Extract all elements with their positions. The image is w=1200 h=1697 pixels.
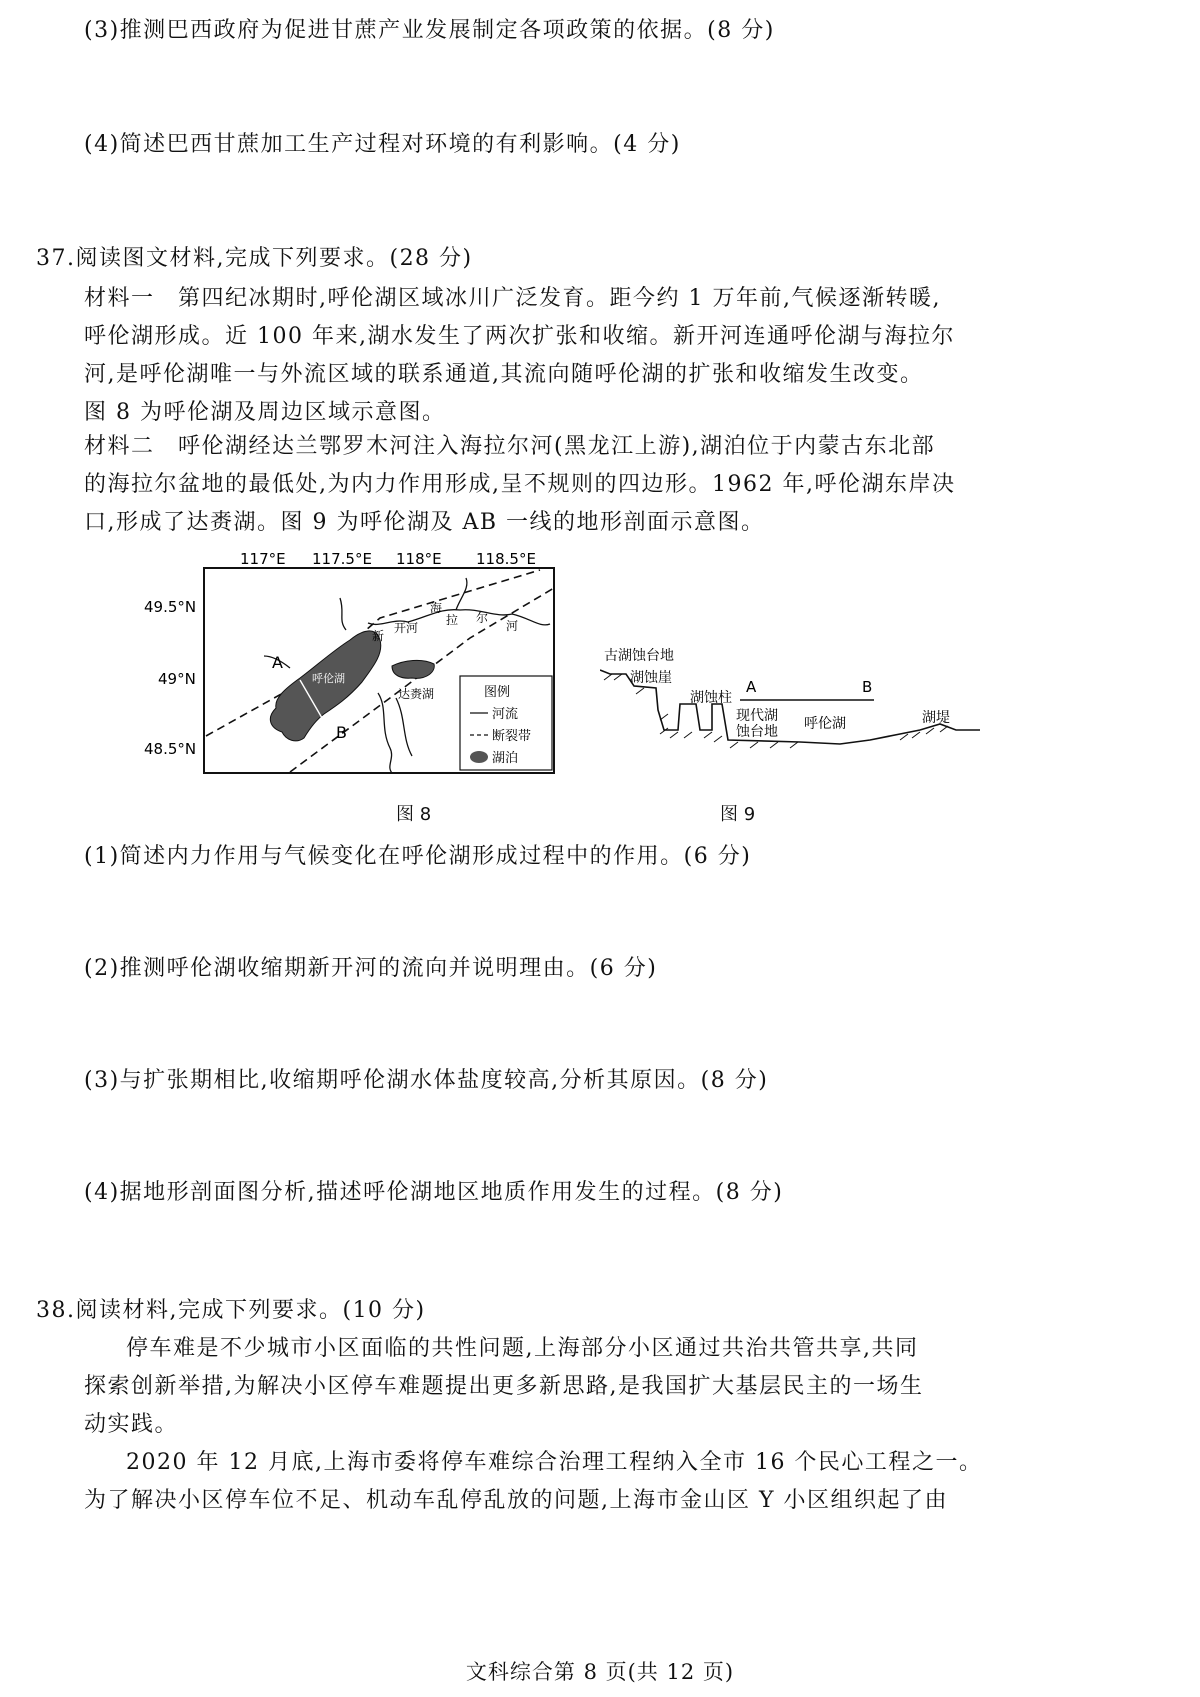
q37-3: (3)与扩张期相比,收缩期呼伦湖水体盐度较高,分析其原因。(8 分) <box>84 1068 769 1093</box>
q38-p1-line3: 动实践。 <box>84 1412 179 1437</box>
river-xinkai-label: 开河 <box>394 621 419 635</box>
profile-label-modern-terrace: 现代湖 <box>736 708 778 724</box>
q37-4: (4)据地形剖面图分析,描述呼伦湖地区地质作用发生的过程。(8 分) <box>84 1180 784 1205</box>
q37-m2-line3: 口,形成了达赉湖。图 9 为呼伦湖及 AB 一线的地形剖面示意图。 <box>84 510 765 535</box>
figure-8-caption: 图 8 <box>396 804 432 825</box>
profile-label-levee: 湖堤 <box>922 710 950 726</box>
q37-m2-line1: 材料二 呼伦湖经达兰鄂罗木河注入海拉尔河(黑龙江上游),湖泊位于内蒙古东北部 <box>84 434 936 459</box>
q38-title: 38.阅读材料,完成下列要求。(10 分) <box>36 1298 426 1323</box>
q37-m2-line2: 的海拉尔盆地的最低处,为内力作用形成,呈不规则的四边形。1962 年,呼伦湖东岸决 <box>84 472 956 497</box>
profile-label-lake: 呼伦湖 <box>804 716 846 732</box>
q37-title: 37.阅读图文材料,完成下列要求。(28 分) <box>36 246 473 271</box>
q38-p2-line2: 为了解决小区停车位不足、机动车乱停乱放的问题,上海市金山区 Y 小区组织起了由 <box>84 1488 949 1513</box>
q37-m1-line1: 材料一 第四纪冰期时,呼伦湖区域冰川广泛发育。距今约 1 万年前,气候逐渐转暖, <box>84 286 941 311</box>
lat-label: 49°N <box>158 670 196 688</box>
profile-label-pillar: 湖蚀柱 <box>690 690 732 706</box>
legend-title: 图例 <box>484 685 511 700</box>
point-b-label: B <box>336 723 347 742</box>
figure-9-caption: 图 9 <box>720 804 756 825</box>
river-xinkai-label: 新 <box>372 629 385 643</box>
profile-point-a: A <box>746 678 757 696</box>
river-hailaer-label: 尔 <box>476 611 489 625</box>
profile-label-ancient-terrace: 古湖蚀台地 <box>604 648 674 664</box>
river <box>340 598 346 630</box>
q38-p2-line1: 2020 年 12 月底,上海市委将停车难综合治理工程纳入全市 16 个民心工程之一。 <box>126 1450 983 1475</box>
river <box>378 693 392 773</box>
q37-2: (2)推测呼伦湖收缩期新开河的流向并说明理由。(6 分) <box>84 956 658 981</box>
point-a-label: A <box>272 653 283 672</box>
q38-p1-line1: 停车难是不少城市小区面临的共性问题,上海部分小区通过共治共管共享,共同 <box>126 1336 919 1361</box>
legend-lake-label: 湖泊 <box>492 751 519 766</box>
figure-9-profile <box>600 630 1020 760</box>
lake-dalai <box>392 660 434 678</box>
profile-label-modern-terrace: 蚀台地 <box>736 724 778 740</box>
lon-label: 118.5°E <box>476 550 536 568</box>
lat-label: 49.5°N <box>144 598 197 616</box>
profile-label-cliff: 湖蚀崖 <box>630 670 672 686</box>
q37-m1-line2: 呼伦湖形成。近 100 年来,湖水发生了两次扩张和收缩。新开河连通呼伦湖与海拉尔 <box>84 324 955 349</box>
profile-point-b: B <box>862 678 873 696</box>
q36-3: (3)推测巴西政府为促进甘蔗产业发展制定各项政策的依据。(8 分) <box>84 18 775 43</box>
lon-label: 117°E <box>240 550 286 568</box>
q38-p1-line2: 探索创新举措,为解决小区停车难题提出更多新思路,是我国扩大基层民主的一场生 <box>84 1374 924 1399</box>
river-hailaer-label: 海 <box>430 601 443 615</box>
lake-hulun-label: 呼伦湖 <box>312 672 345 685</box>
river-hailaer-label: 拉 <box>446 613 459 627</box>
lat-label: 48.5°N <box>144 740 197 758</box>
lake-dalai-label: 达赉湖 <box>398 687 435 701</box>
q36-4: (4)简述巴西甘蔗加工生产过程对环境的有利影响。(4 分) <box>84 132 681 157</box>
lon-label: 117.5°E <box>312 550 372 568</box>
q37-m1-line3: 河,是呼伦湖唯一与外流区域的联系通道,其流向随呼伦湖的扩张和收缩发生改变。 <box>84 362 924 387</box>
legend-river-label: 河流 <box>492 707 519 722</box>
river-hailaer-label: 河 <box>506 619 519 633</box>
lake-hulun <box>270 631 380 741</box>
legend-lake-icon <box>470 751 488 763</box>
q37-m1-line4: 图 8 为呼伦湖及周边区域示意图。 <box>84 400 446 425</box>
legend-fault-label: 断裂带 <box>492 729 532 744</box>
q37-1: (1)简述内力作用与气候变化在呼伦湖形成过程中的作用。(6 分) <box>84 844 752 869</box>
figure-8-map <box>140 548 560 788</box>
page-footer: 文科综合第 8 页(共 12 页) <box>465 1660 735 1684</box>
river <box>396 698 412 756</box>
lon-label: 118°E <box>396 550 442 568</box>
